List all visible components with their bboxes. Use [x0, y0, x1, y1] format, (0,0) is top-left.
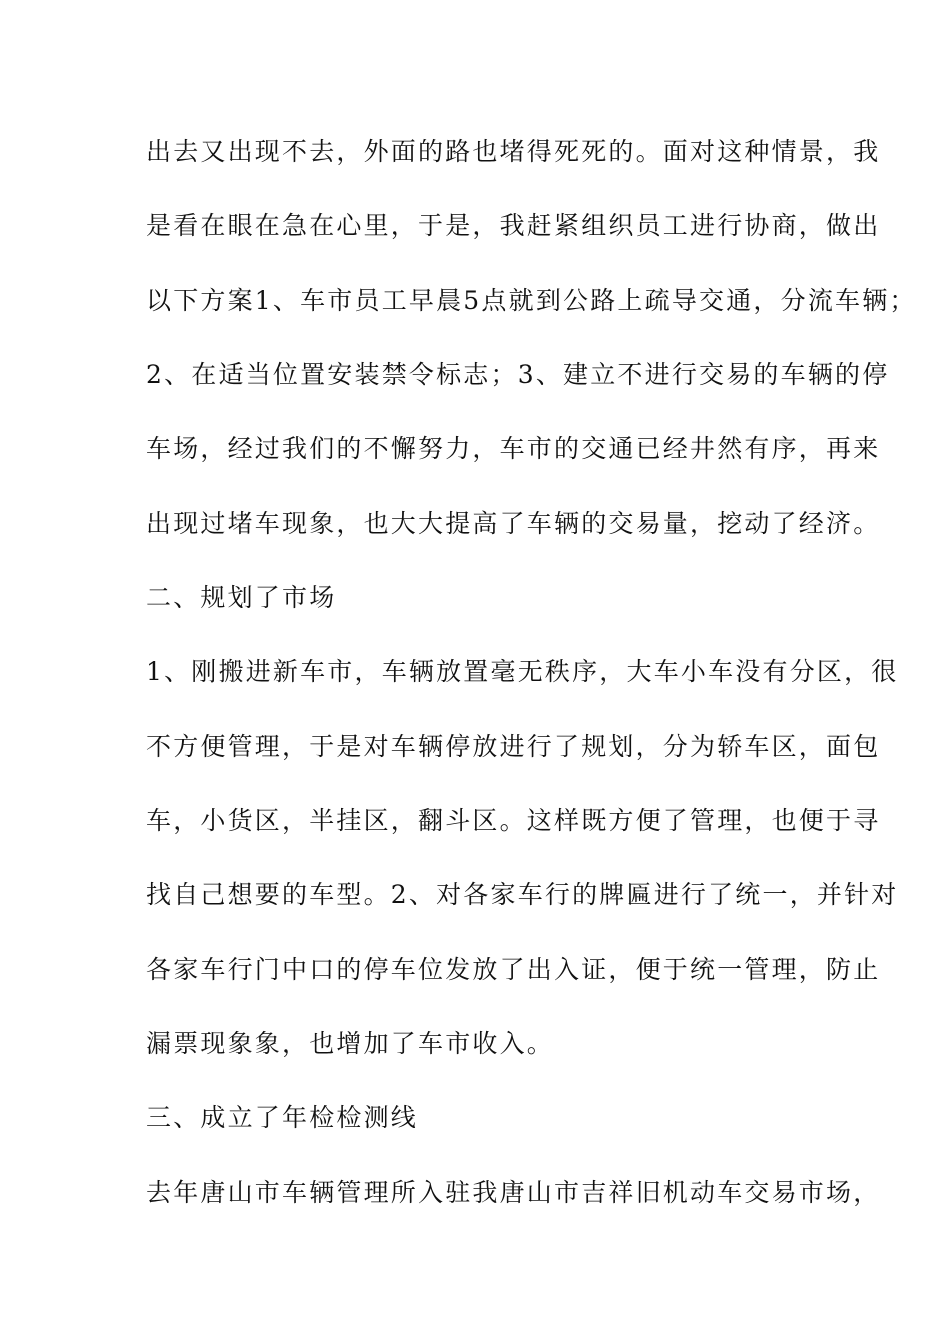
- body-text-line: 去年唐山市车辆管理所入驻我唐山市吉祥旧机动车交易市场，: [146, 1178, 881, 1207]
- section-heading: 二、规划了市场: [146, 583, 337, 612]
- body-text-line: 是看在眼在急在心里，于是，我赶紧组织员工进行协商，做出: [146, 211, 881, 240]
- body-text-line: 出现过堵车现象，也大大提高了车辆的交易量，挖动了经济。: [146, 509, 881, 538]
- body-text-line: 车场，经过我们的不懈努力，车市的交通已经井然有序，再来: [146, 434, 881, 463]
- body-text-line: 出去又出现不去，外面的路也堵得死死的。面对这种情景，我: [146, 137, 881, 166]
- body-text-line: 车，小货区，半挂区，翻斗区。这样既方便了管理，也便于寻: [146, 806, 881, 835]
- section-heading: 三、成立了年检检测线: [146, 1103, 419, 1132]
- body-text-line: 各家车行门中口的停车位发放了出入证，便于统一管理，防止: [146, 955, 881, 984]
- body-text-line: 2、在适当位置安装禁令标志；3、建立不进行交易的车辆的停: [146, 360, 890, 389]
- body-text-line: 找自己想要的车型。2、对各家车行的牌匾进行了统一，并针对: [146, 880, 899, 909]
- body-text-line: 漏票现象象，也增加了车市收入。: [146, 1029, 555, 1058]
- body-text-line: 1、刚搬进新车市，车辆放置毫无秩序，大车小车没有分区，很: [146, 657, 899, 686]
- body-text-line: 以下方案1、车市员工早晨5点就到公路上疏导交通，分流车辆；: [146, 286, 917, 315]
- body-text-line: 不方便管理，于是对车辆停放进行了规划，分为轿车区，面包: [146, 732, 881, 761]
